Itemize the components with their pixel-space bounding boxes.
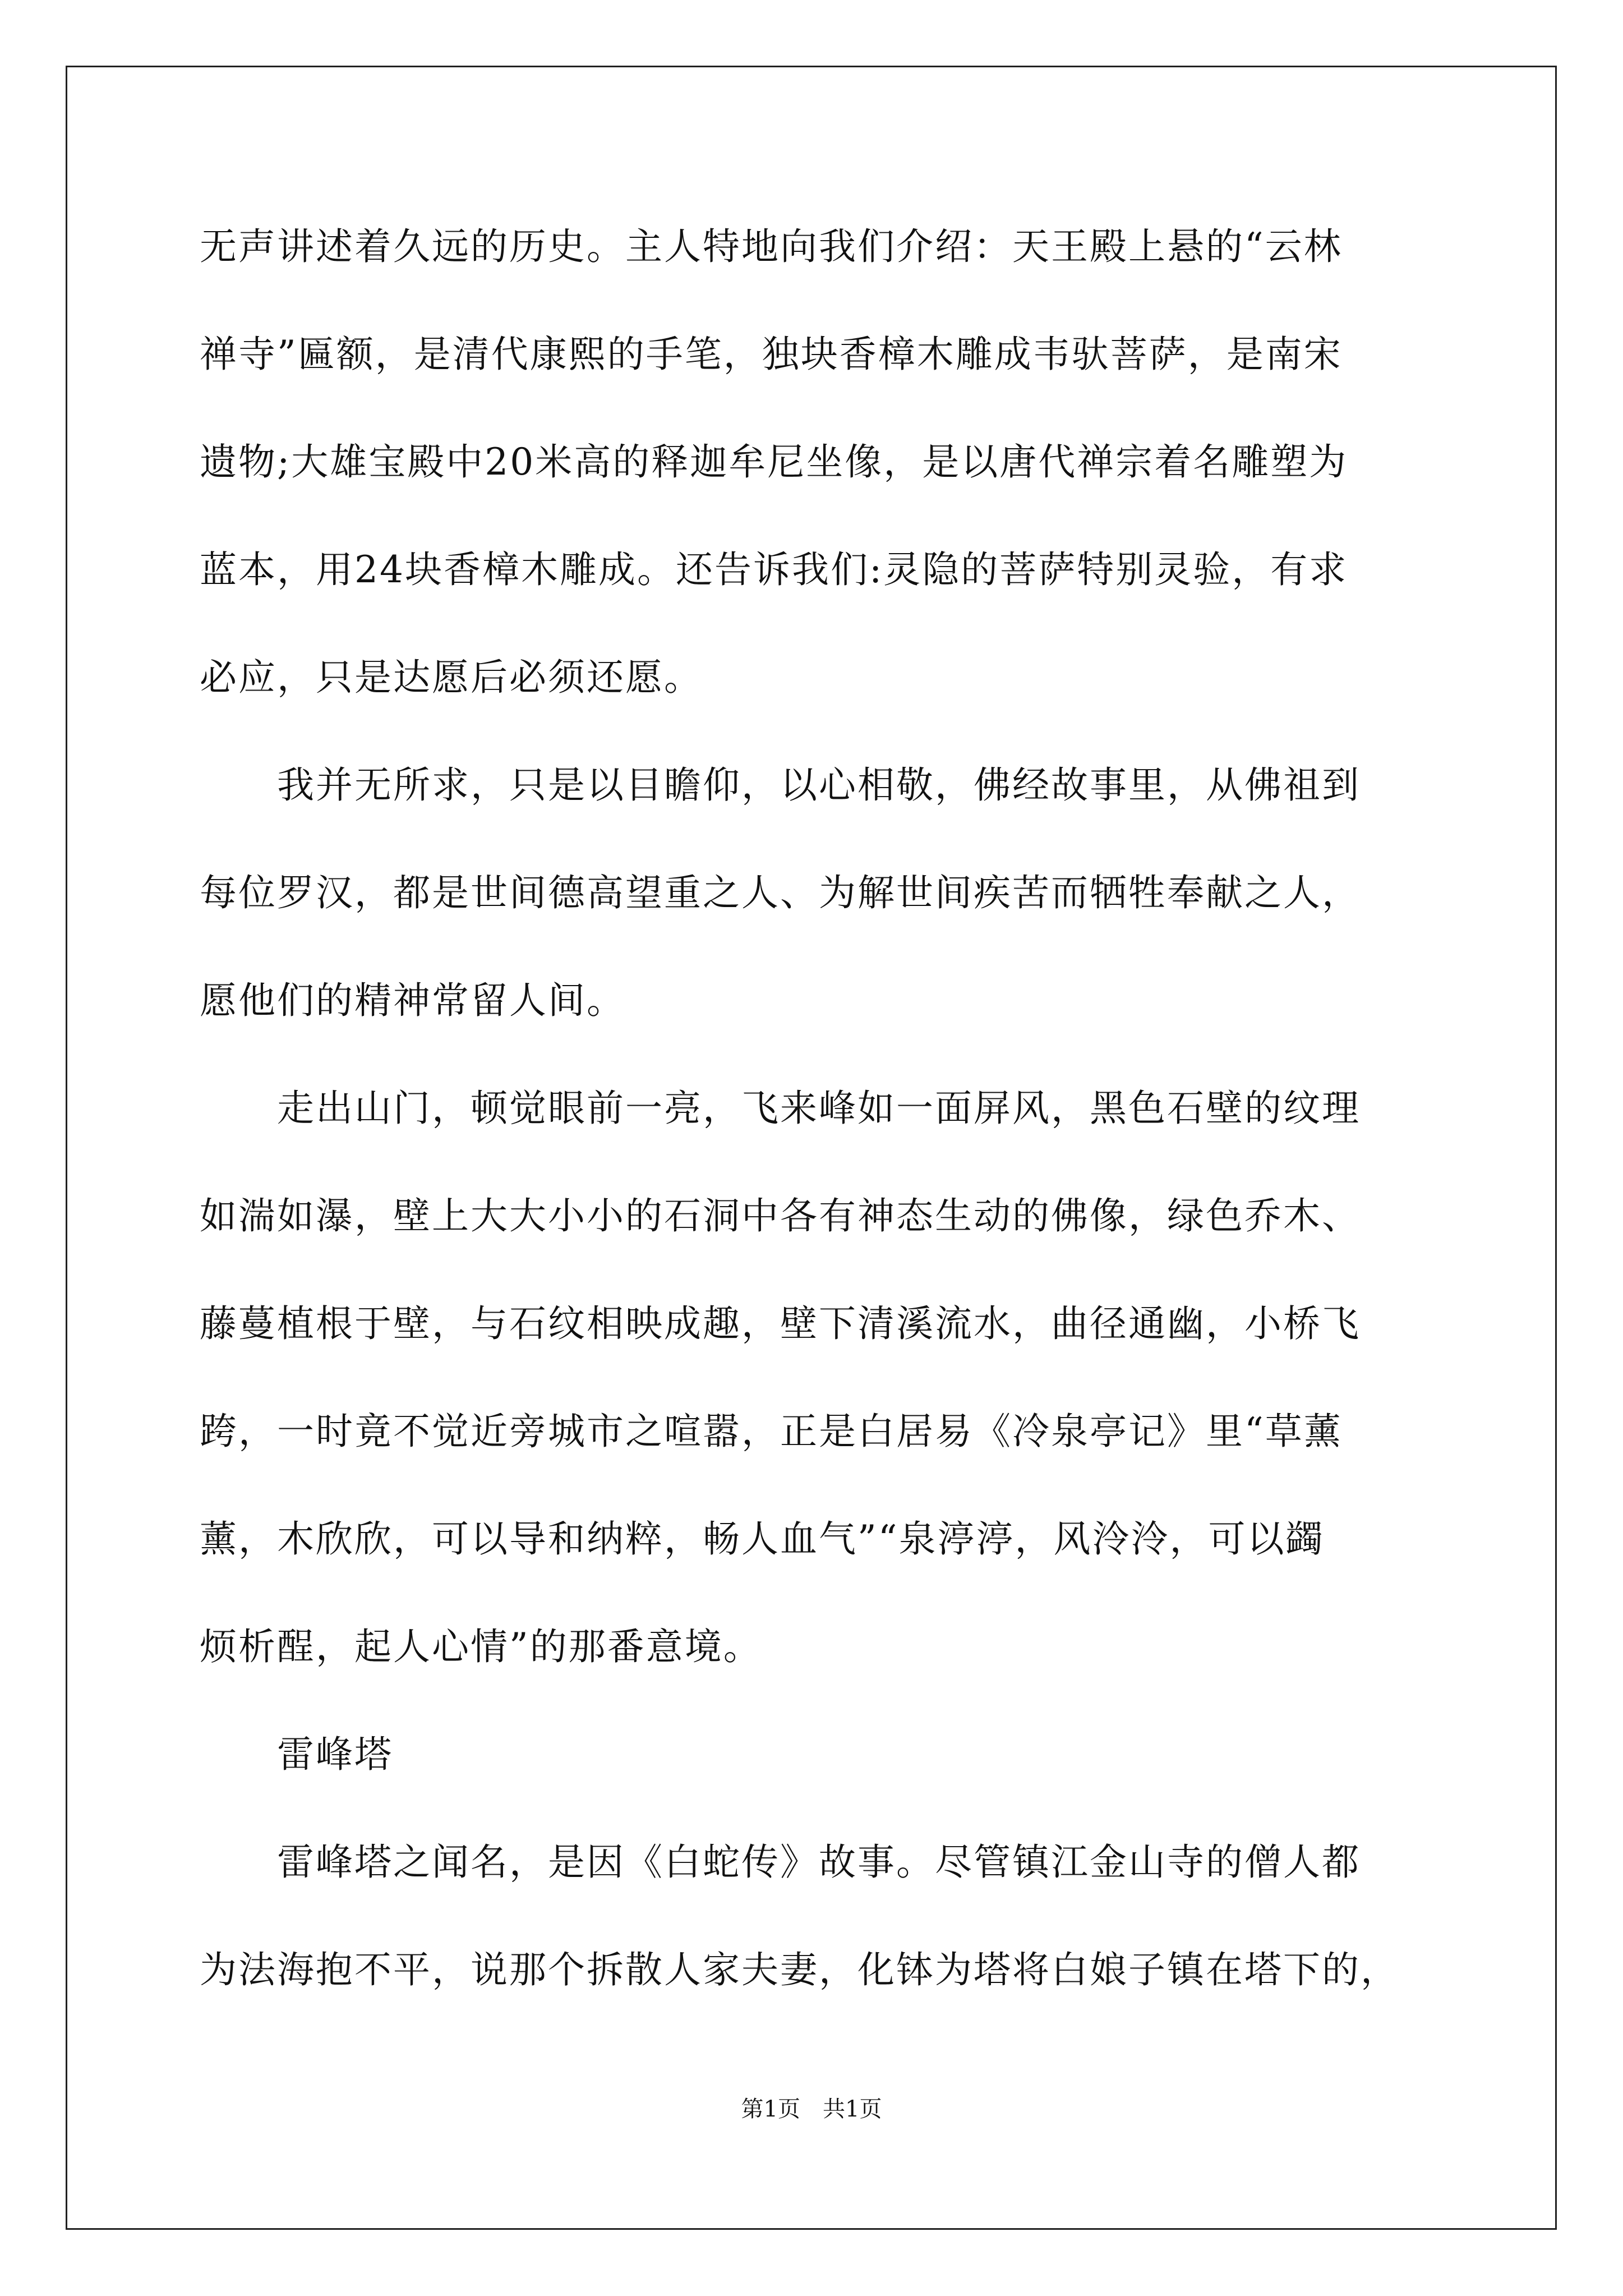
text-line: 必应，只是达愿后必须还愿。 xyxy=(200,656,703,699)
text-line: 遗物;大雄宝殿中20米高的释迦牟尼坐像，是以唐代禅宗着名雕塑为 xyxy=(200,440,1348,484)
text-line: 蓝本，用24块香樟木雕成。还告诉我们:灵隐的菩萨特别灵验，有求 xyxy=(200,548,1348,591)
text-line: 走出山门，顿觉眼前一亮，飞来峰如一面屏风，黑色石壁的纹理 xyxy=(200,1087,1361,1130)
text-line: 我并无所求，只是以目瞻仰，以心相敬，佛经故事里，从佛祖到 xyxy=(200,763,1361,807)
text-line: 无声讲述着久远的历史。主人特地向我们介绍：天王殿上悬的“云林 xyxy=(200,225,1343,268)
page-footer: 第1页 共1页 xyxy=(741,2096,882,2122)
text-line: 薰，木欣欣，可以导和纳粹，畅人血气”“泉渟渟，风泠泠，可以蠲 xyxy=(200,1517,1325,1561)
text-line: 跨，一时竟不觉近旁城市之喧嚣，正是白居易《冷泉亭记》里“草薰 xyxy=(200,1410,1343,1453)
text-line: 每位罗汉，都是世间德高望重之人、为解世间疾苦而牺牲奉献之人， xyxy=(200,871,1361,914)
text-line: 为法海抱不平，说那个拆散人家夫妻，化钵为塔将白娘子镇在塔下的， xyxy=(200,1948,1399,1991)
text-line: 雷峰塔之闻名，是因《白蛇传》故事。尽管镇江金山寺的僧人都 xyxy=(200,1841,1361,1884)
text-line: 愿他们的精神常留人间。 xyxy=(200,979,625,1022)
page-border xyxy=(66,66,1557,2230)
text-line: 烦析酲，起人心情”的那番意境。 xyxy=(200,1625,762,1668)
text-line: 藤蔓植根于壁，与石纹相映成趣，壁下清溪流水，曲径通幽，小桥飞 xyxy=(200,1302,1361,1345)
text-line: 禅寺”匾额，是清代康熙的手笔，独块香樟木雕成韦驮菩萨，是南宋 xyxy=(200,333,1343,376)
section-heading: 雷峰塔 xyxy=(200,1733,393,1776)
text-line: 如湍如瀑，壁上大大小小的石洞中各有神态生动的佛像，绿色乔木、 xyxy=(200,1194,1361,1237)
